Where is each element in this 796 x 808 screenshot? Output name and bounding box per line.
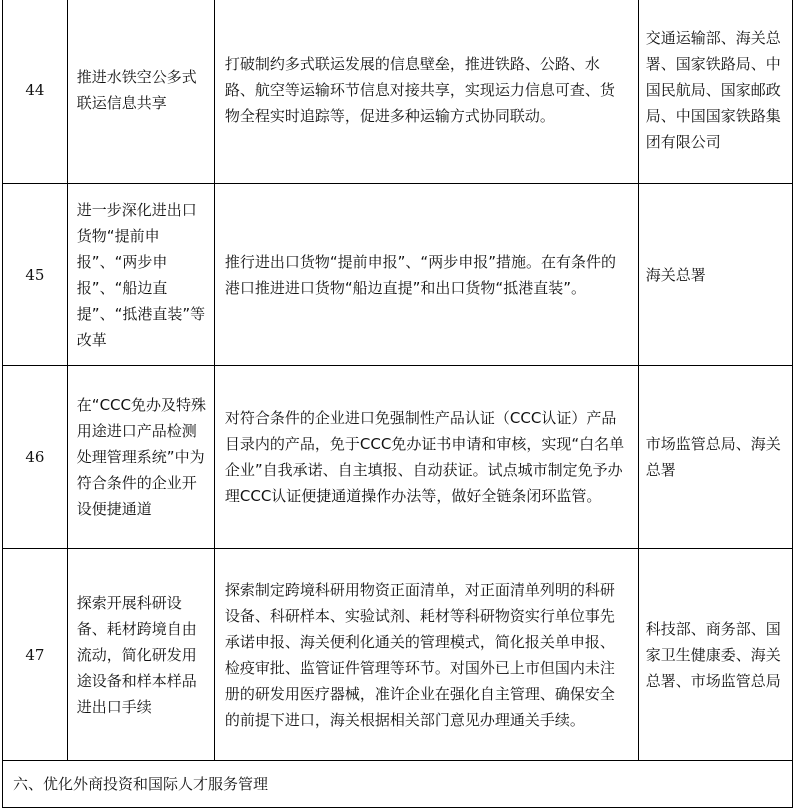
specific-measures: 推行进出口货物“提前申报”、“两步申报”措施。在有条件的港口推进进口货物“船边直提”和出口货物“抵港直装”。 — [214, 184, 638, 366]
table-row — [3, 0, 793, 184]
responsible-departments: 海关总署 — [638, 184, 792, 366]
table-row — [3, 366, 793, 549]
item-number: 44 — [3, 0, 68, 184]
reform-task: 探索开展科研设备、耗材跨境自由流动，简化研发用途设备和样本样品进出口手续 — [67, 549, 214, 761]
specific-measures: 打破制约多式联运发展的信息壁垒，推进铁路、公路、水路、航空等运输环节信息对接共享，实现运力信息可查、货物全程实时追踪等，促进多种运输方式协同联动。 — [214, 0, 638, 184]
responsible-departments: 科技部、商务部、国家卫生健康委、海关总署、市场监管总局 — [638, 549, 792, 761]
item-number: 47 — [3, 549, 68, 761]
table-row — [3, 549, 793, 761]
responsible-departments: 交通运输部、海关总署、国家铁路局、中国民航局、国家邮政局、中国国家铁路集团有限公司 — [638, 0, 792, 184]
table-row — [3, 184, 793, 366]
item-number: 46 — [3, 366, 68, 549]
reform-measures-table — [2, 0, 793, 808]
specific-measures: 对符合条件的企业进口免强制性产品认证（CCC认证）产品目录内的产品，免于CCC免办证书申请和审核，实现“白名单企业”自我承诺、自主填报、自动获证。试点城市制定免予办理CCC认证便捷通道操作办法等，做好全链条闭环监管。 — [214, 366, 638, 549]
reform-task: 推进水铁空公多式联运信息共享 — [67, 0, 214, 184]
reform-task: 在“CCC免办及特殊用途进口产品检测处理管理系统”中为符合条件的企业开设便捷通道 — [67, 366, 214, 549]
reform-task: 进一步深化进出口货物“提前申报”、“两步申报”、“船边直提”、“抵港直装”等改革 — [67, 184, 214, 366]
responsible-departments: 市场监管总局、海关总署 — [638, 366, 792, 549]
item-number: 45 — [3, 184, 68, 366]
section-heading: 六、优化外商投资和国际人才服务管理 — [3, 761, 793, 808]
section-row — [3, 761, 793, 808]
specific-measures: 探索制定跨境科研用物资正面清单，对正面清单列明的科研设备、科研样本、实验试剂、耗材等科研物资实行单位事先承诺申报、海关便利化通关的管理模式，简化报关单申报、检疫审批、监管证件管理等环节。对国外已上市但国内未注册的研发用医疗器械，准许企业在强化自主管理、确保安全的前提下进口，海关根据相关部门意见办理通关手续。 — [214, 549, 638, 761]
